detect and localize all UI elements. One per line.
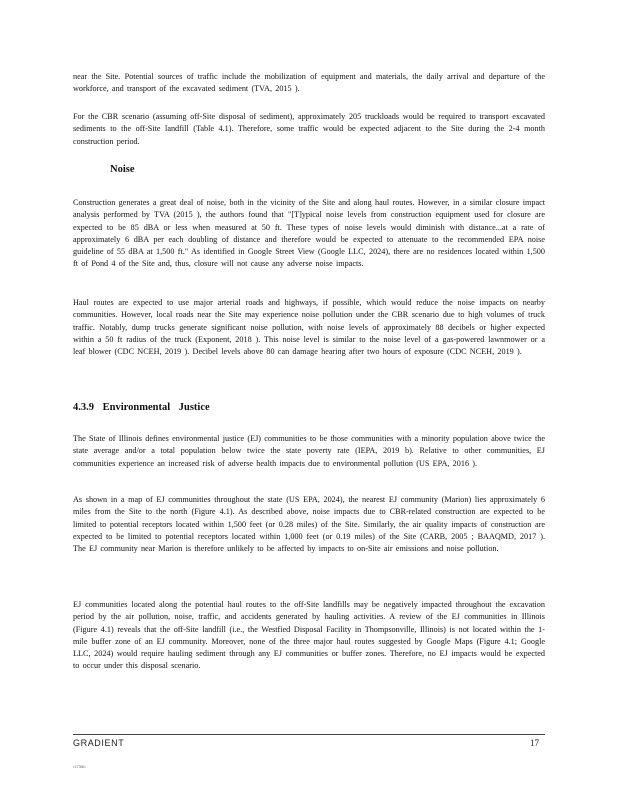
- page-number: 17: [530, 738, 539, 748]
- footer-divider: [73, 734, 545, 735]
- noise-paragraph-2: Haul routes are expected to use major arterial roads and highways, if possible, which would reduce the noise impacts on nearby communities. However, local roads near the Site may experience noise pollution under the CBR scenario due to high volumes of truck traffic. Notably, dump trucks generate significant noise pollution, with noise levels of approximately 88 decibels or higher expected within a 50 ft radius of the truck (Exponent, 2018 ). This noise level is similar to the noise level of a gas-powered lawnmower or a leaf blower (CDC NCEH, 2019 ). Decibel levels above 80 can damage hearing after two hours of exposure (CDC NCEH, 2019 ).: [73, 298, 545, 357]
- ej-section-title: Environmental Justice: [102, 402, 210, 413]
- ej-section-number: 4.3.9: [73, 402, 94, 413]
- ej-paragraph-3: EJ communities located along the potential haul routes to the off-Site landfills may be negatively impacted throughout the excavation period by the air pollution, noise, traffic, and accidents generated by hauling activities. A review of the EJ communities in Illinois (Figure 4.1) reveals that the off-Site landfill (i.e., the Westfied Disposal Facility in Thompsonville, Illinois) is not located within the 1-mile buffer zone of an EJ community. Moreover, none of the three major haul routes suggested by Google Maps (Figure 4.1; Google LLC, 2024) would require hauling sediment through any EJ communities or buffer zones. Therefore, no EJ impacts would be expected to occur under this disposal scenario.: [73, 600, 545, 671]
- traffic-intro-paragraph: near the Site. Potential sources of traffic include the mobilization of equipment and materials, the daily arrival and departure of the workforce, and transport of the excavated sediment (TVA, 2015 ).: [73, 72, 545, 94]
- ej-section-heading: [73, 402, 210, 413]
- ej-paragraph-1: The State of Illinois defines environmental justice (EJ) communities to be those communities with a minority population above twice the state average and/or a total population below twice the state poverty rate (IEPA, 2019 b). Relative to other communities, EJ communities experience an increased risk of adverse health impacts due to environmental pollution (US EPA, 2016 ).: [73, 434, 545, 468]
- document-id: r1735h: [73, 764, 86, 769]
- ej-paragraph-2: As shown in a map of EJ communities throughout the state (US EPA, 2024), the nearest EJ community (Marion) lies approximately 6 miles from the Site to the north (Figure 4.1). As described above, noise impacts due to CBR-related construction are expected to be limited to potential receptors located within 1,500 feet (or 0.28 miles) of the Site. Similarly, the air quality impacts of construction are expected to be limited to potential receptors located within 1,000 feet (or 0.19 miles) of the Site (CARB, 2005 ; BAAQMD, 2017 ). The EJ community near Marion is therefore unlikely to be affected by impacts to on-Site air emissions and noise pollution.: [73, 495, 545, 554]
- noise-subheading: Noise: [110, 164, 135, 175]
- cbr-traffic-paragraph: For the CBR scenario (assuming off-Site disposal of sediment), approximately 205 truckloads would be required to transport excavated sediments to the off-Site landfill (Table 4.1). Therefore, some traffic would be expected adjacent to the Site during the 2-4 month construction period.: [73, 112, 545, 146]
- noise-paragraph-1: Construction generates a great deal of noise, both in the vicinity of the Site and along haul routes. However, in a similar closure impact analysis performed by TVA (2015 ), the authors found that "[T]ypical noise levels from construction equipment used for closure are expected to be 85 dBA or less when measured at 50 ft. These types of noise levels would diminish with distance...at a rate of approximately 6 dBA per each doubling of distance and therefore would be expected to attenuate to the recommended EPA noise guideline of 55 dBA at 1,500 ft." As identified in Google Street View (Google LLC, 2024), there are no residences located within 1,500 ft of Pond 4 of the Site and, thus, closure will not cause any adverse noise impacts.: [73, 198, 545, 269]
- gradient-logo: GRADIENT: [73, 738, 125, 748]
